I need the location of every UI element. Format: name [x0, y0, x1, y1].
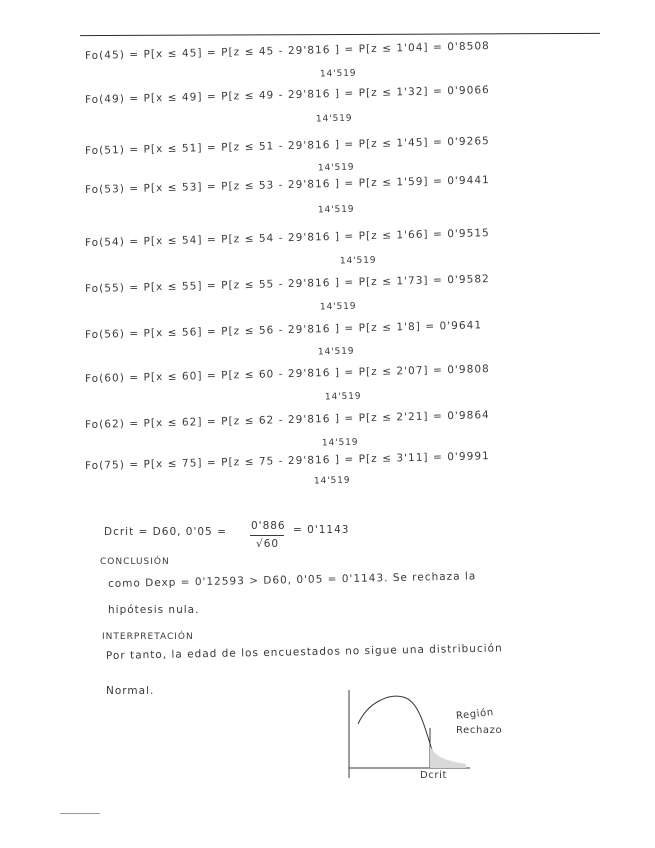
calc-line-75: Fo(75) = P[x ≤ 75] = P[z ≤ 75 - 29'816 ] = P[z ≤ 3'11] = 0'9991 [84, 450, 490, 472]
calc-denom-60: 14'519 [324, 391, 362, 403]
calc-denom-53: 14'519 [317, 204, 355, 216]
calc-line-60: Fo(60) = P[x ≤ 60] = P[z ≤ 60 - 29'816 ] = P[z ≤ 2'07] = 0'9808 [84, 363, 490, 385]
calc-line-49: Fo(49) = P[x ≤ 49] = P[z ≤ 49 - 29'816 ] = P[z ≤ 1'32] = 0'9066 [84, 84, 490, 106]
sketch-curve [358, 696, 466, 765]
calc-denom-75: 14'519 [313, 475, 351, 487]
calc-line-45: Fo(45) = P[x ≤ 45] = P[z ≤ 45 - 29'816 ] = P[z ≤ 1'04] = 0'8508 [84, 40, 490, 62]
calc-denom-49: 14'519 [315, 113, 353, 125]
calc-line-51: Fo(51) = P[x ≤ 51] = P[z ≤ 51 - 29'816 ] = P[z ≤ 1'45] = 0'9265 [84, 135, 490, 157]
calc-line-55: Fo(55) = P[x ≤ 55] = P[z ≤ 55 - 29'816 ] = P[z ≤ 1'73] = 0'9582 [84, 273, 490, 295]
calc-line-56: Fo(56) = P[x ≤ 56] = P[z ≤ 56 - 29'816 ] = P[z ≤ 1'8] = 0'9641 [84, 319, 483, 341]
sketch-shaded-region [430, 746, 466, 768]
calc-denom-54: 14'519 [339, 255, 377, 267]
dcrit-denominator: √60 [256, 538, 280, 550]
calc-denom-56: 14'519 [317, 346, 355, 358]
region-label-2: Rechazo [456, 725, 503, 736]
calc-line-53: Fo(53) = P[x ≤ 53] = P[z ≤ 53 - 29'816 ] = P[z ≤ 1'59] = 0'9441 [84, 174, 490, 196]
top-rule [80, 33, 600, 36]
calc-line-54: Fo(54) = P[x ≤ 54] = P[z ≤ 54 - 29'816 ] = P[z ≤ 1'66] = 0'9515 [84, 227, 490, 249]
axis-label-dcrit: Dcrit [420, 770, 448, 781]
calc-line-62: Fo(62) = P[x ≤ 62] = P[z ≤ 62 - 29'816 ] = P[z ≤ 2'21] = 0'9864 [84, 409, 490, 431]
calc-denom-55: 14'519 [319, 301, 357, 313]
dcrit-numerator: 0'886 [251, 520, 286, 532]
dcrit-fraction-bar [250, 535, 284, 536]
conclusion-line-1: como Dexp = 0'12593 > D60, 0'05 = 0'1143. Se rechaza la [107, 570, 477, 590]
interpretation-line-1: Por tanto, la edad de los encuestados no sigue una distribución [105, 642, 503, 662]
dcrit-result: = 0'1143 [293, 524, 350, 536]
calc-denom-51: 14'519 [317, 162, 355, 174]
interpretation-line-2: Normal. [106, 685, 155, 697]
conclusion-line-2: hipótesis nula. [108, 604, 200, 616]
conclusion-heading: CONCLUSIÓN [100, 557, 170, 567]
interpretation-heading: INTERPRETACIÓN [102, 632, 194, 642]
calc-denom-62: 14'519 [321, 437, 359, 449]
calc-denom-45: 14'519 [319, 68, 357, 80]
region-label-1: Región [455, 707, 495, 722]
bottom-rule [60, 813, 100, 814]
dcrit-lhs: Dcrit = D60, 0'05 = [104, 526, 227, 538]
